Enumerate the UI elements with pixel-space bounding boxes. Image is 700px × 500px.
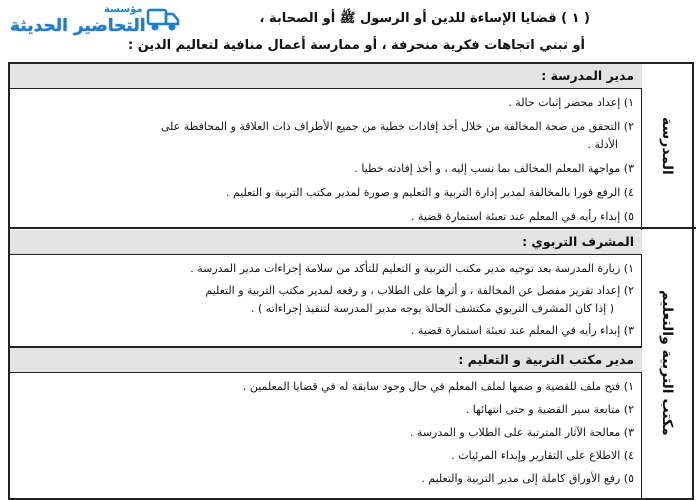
procedures-table <box>8 62 694 500</box>
list-item: ٥) رفع الأوراق كاملة إلى مدير التربية والتعليم . <box>421 472 634 485</box>
list-item: ٤) الاطلاع على التقارير وإبداء المرئيات . <box>451 449 634 462</box>
side-label-school-cell <box>641 64 692 228</box>
logo-main-text: التحاضير الحديثة <box>10 16 146 36</box>
section-title: مدير المدرسة : <box>10 64 642 89</box>
header-title-line1: ( ١ ) قضايا الإساءة للدين أو الرسول ﷺ أو الصحابة ، <box>259 11 590 26</box>
header <box>0 0 700 62</box>
list-item: ١) زيارة المدرسة بعد توجيه مدير مكتب التربية و التعليم للتأكد من سلامة إجراءات مدير المدرسة . <box>190 262 634 275</box>
list-item: ٢) إعداد تقرير مفصل عن المخالفة ، و أثرها على الطلاب ، و رفعه لمدير مكتب التربية و التعليم <box>205 284 634 297</box>
list-item: ٤) الرفع فورا بالمخالفة لمدير إدارة التربية و التعليم و صورة لمدير مكتب التربية و التعليم . <box>225 186 634 199</box>
side-label-office-cell <box>641 228 692 498</box>
list-item: ٣) مواجهة المعلم المخالف بما نسب إليه ، و أخذ إفادته خطيا . <box>354 162 634 175</box>
divider <box>10 227 696 229</box>
section-supervisor <box>10 230 642 337</box>
section-title: المشرف التربوي : <box>10 230 642 255</box>
list-item: ٣) إبداء رأيه في المعلم عند تعبئة استمارة قضية . <box>410 324 634 337</box>
list-item: ٢) التحقق من صحة المخالفة من خلال أخذ إفادات خطية من جميع الأطراف ذات العلاقة و المحافظة على <box>160 120 634 133</box>
side-label-office: مكتب التربية والتعليم <box>659 290 675 436</box>
list-item: ١) فتح ملف للقضية و ضمها لملف المعلم في حال وجود سابقة له في قضايا المعلمين . <box>242 380 634 393</box>
logo-top-text: مؤسسة <box>104 4 143 15</box>
list-item: ٢) متابعة سير القضية و حتى انتهائها . <box>465 403 634 416</box>
list-item: الأدلة . <box>587 138 618 151</box>
section-school-principal <box>10 64 642 223</box>
list-item: ٥) إبداء رأيه في المعلم عند تعبئة استمارة قضية . <box>410 210 634 223</box>
list-item: ٣) معالجة الآثار المترتبة على الطلاب و المدرسة . <box>409 426 634 439</box>
section-office-director <box>10 348 642 485</box>
logo <box>6 2 181 46</box>
header-title-line2: أو تبني اتجاهات فكرية منحرفة ، أو ممارسة أعمال منافية لتعاليم الدين : <box>127 38 585 53</box>
side-label-school: المدرسة <box>659 117 675 175</box>
list-item: ( إذا كان المشرف التربوي مكتشف الحالة يوجه مدير المدرسة لتنفيذ إجراءاته ) . <box>250 302 614 315</box>
truck-icon <box>146 2 180 36</box>
list-item: ١) إعداد محضر إثبات حالة . <box>508 96 634 109</box>
section-title: مدير مكتب التربية و التعليم : <box>10 348 642 373</box>
